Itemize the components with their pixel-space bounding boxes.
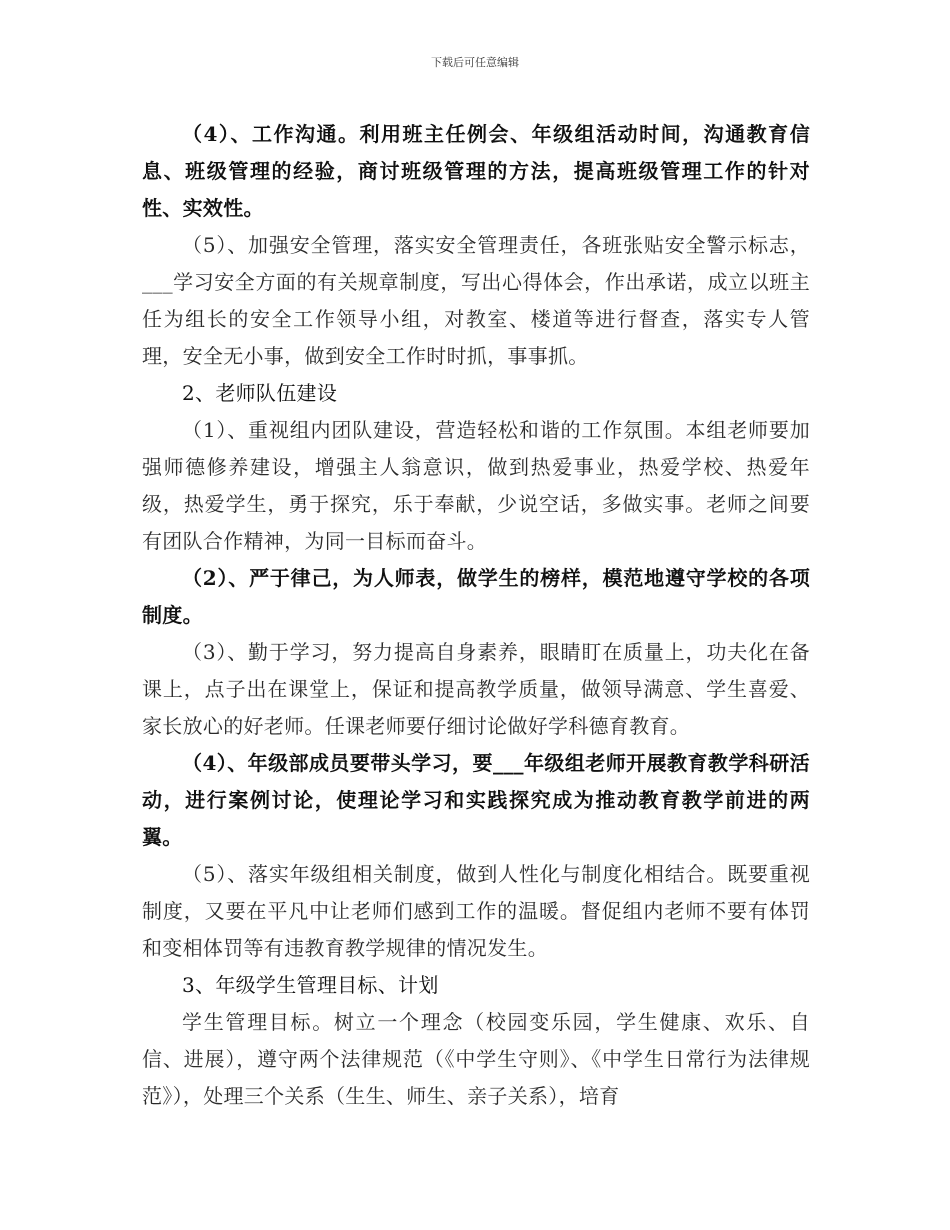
document-body [142, 116, 810, 1115]
heading-student-management: 3、年级学生管理目标、计划 [182, 973, 439, 997]
paragraph-team-building: （1）、重视组内团队建设，营造轻松和谐的工作氛围。本组老师要加强师德修养建设，增强主人翁意识，做到热爱事业，热爱学校、热爱年级，热爱学生，勇于探究，乐于奉献，少说空话，多做实事。老师之间要有团队合作精神，为同一目标而奋斗。 [142, 418, 810, 553]
paragraph-study: （3）、勤于学习，努力提高自身素养，眼睛盯在质量上，功夫化在备课上，点子出在课堂上，保证和提高教学质量，做领导满意、学生喜爱、家长放心的好老师。任课老师要仔细讨论做好学科德育教育。 [142, 640, 810, 738]
paragraph-safety: （5）、加强安全管理，落实安全管理责任，各班张贴安全警示标志，___学习安全方面的有关规章制度，写出心得体会，作出承诺，成立以班主任为组长的安全工作领导小组，对教室、楼道等进行督查，落实专人管理，安全无小事，做到安全工作时时抓，事事抓。 [142, 233, 810, 368]
page-header: 下载后可任意编辑 [431, 56, 519, 69]
paragraph-communication: （4）、工作沟通。利用班主任例会、年级组活动时间，沟通教育信息、班级管理的经验，商讨班级管理的方法，提高班级管理工作的针对性、实效性。 [142, 122, 810, 220]
heading-teacher-team: 2、老师队伍建设 [182, 381, 338, 405]
paragraph-student-goals: 学生管理目标。树立一个理念（校园变乐园，学生健康、欢乐、自信、进展），遵守两个法律规范（《中学生守则》、《中学生日常行为法律规范》），处理三个关系（生生、师生、亲子关系），培育 [142, 1010, 810, 1108]
paragraph-research: （4）、年级部成员要带头学习，要___年级组老师开展教育教学科研活动，进行案例讨论，使理论学习和实践探究成为推动教育教学前进的两翼。 [142, 751, 810, 849]
paragraph-rules: （5）、落实年级组相关制度，做到人性化与制度化相结合。既要重视制度，又要在平凡中让老师们感到工作的温暖。督促组内老师不要有体罚和变相体罚等有违教育教学规律的情况发生。 [142, 862, 810, 960]
paragraph-self-discipline: （2）、严于律己，为人师表，做学生的榜样，模范地遵守学校的各项制度。 [142, 566, 810, 627]
